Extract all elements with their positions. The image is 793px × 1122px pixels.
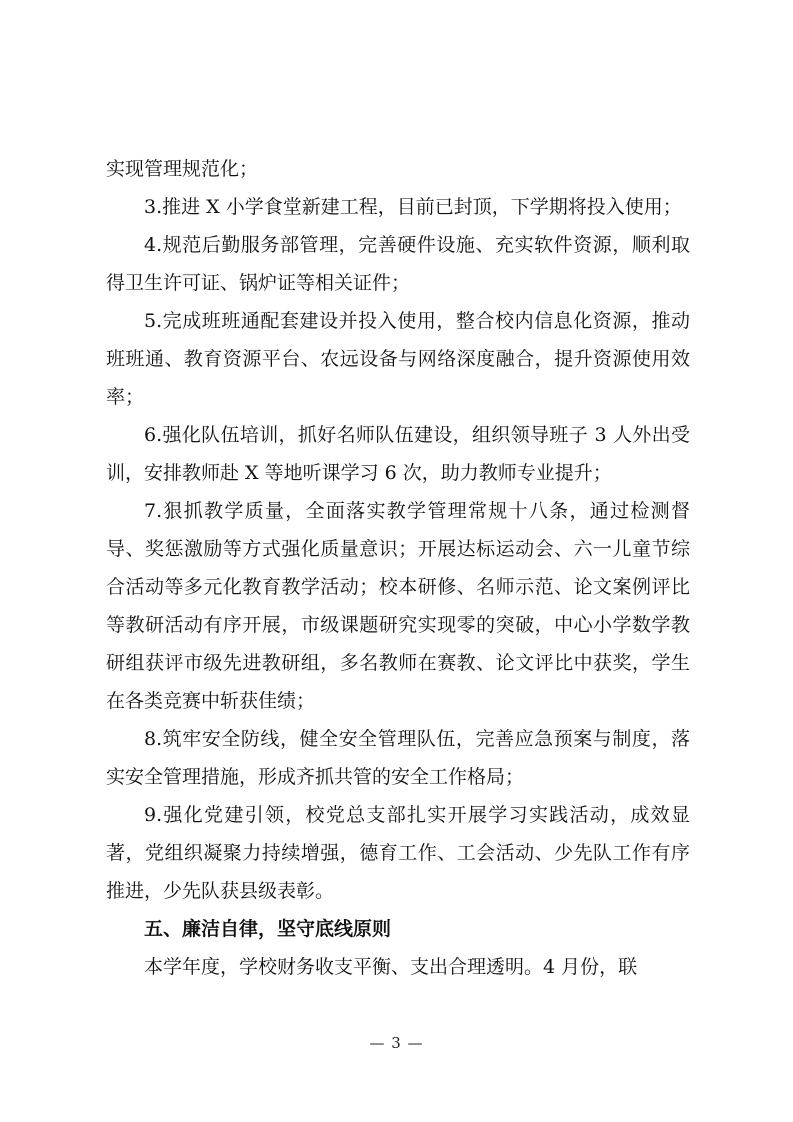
section-heading: 五、廉洁自律，坚守底线原则 [144,918,392,940]
closing-paragraph: 本学年度，学校财务收支平衡、支出合理透明。4 月份，联 [144,956,638,978]
paragraph-item-5: 5.完成班班通配套建设并投入使用，整合校内信息化资源，推动班班通、教育资源平台、农远设备与网络深度融合，提升资源使用效率； [106,310,690,408]
page-number: — 3 — [369,1034,424,1052]
paragraph-item-9: 9.强化党建引领，校党总支部扎实开展学习实践活动，成效显著，党组织凝聚力持续增强，德育工作、工会活动、少先队工作有序推进，少先队获县级表彰。 [106,804,690,902]
paragraph-item-6: 6.强化队伍培训，抓好名师队伍建设，组织领导班子 3 人外出受训，安排教师赴 X 等地听课学习 6 次，助力教师专业提升； [106,424,690,484]
paragraph-continuation: 实现管理规范化； [106,158,259,180]
paragraph-item-3: 3.推进 X 小学食堂新建工程，目前已封顶，下学期将投入使用； [144,196,682,218]
paragraph-item-7: 7.狠抓教学质量，全面落实教学管理常规十八条，通过检测督导、奖惩激励等方式强化质量意识；开展达标运动会、六一儿童节综合活动等多元化教育教学活动；校本研修、名师示范、论文案例评比等教研活动有序开展，市级课题研究实现零的突破，中心小学数学教研组获评市级先进教研组，多名教师在赛教、论文评比中获奖，学生在各类竞赛中斩获佳绩； [106,500,690,712]
paragraph-item-8: 8.筑牢安全防线，健全安全管理队伍，完善应急预案与制度，落实安全管理措施，形成齐抓共管的安全工作格局； [106,728,690,788]
document-body [106,150,690,986]
paragraph-item-4: 4.规范后勤服务部管理，完善硬件设施、充实软件资源，顺利取得卫生许可证、锅炉证等相关证件； [106,234,690,294]
